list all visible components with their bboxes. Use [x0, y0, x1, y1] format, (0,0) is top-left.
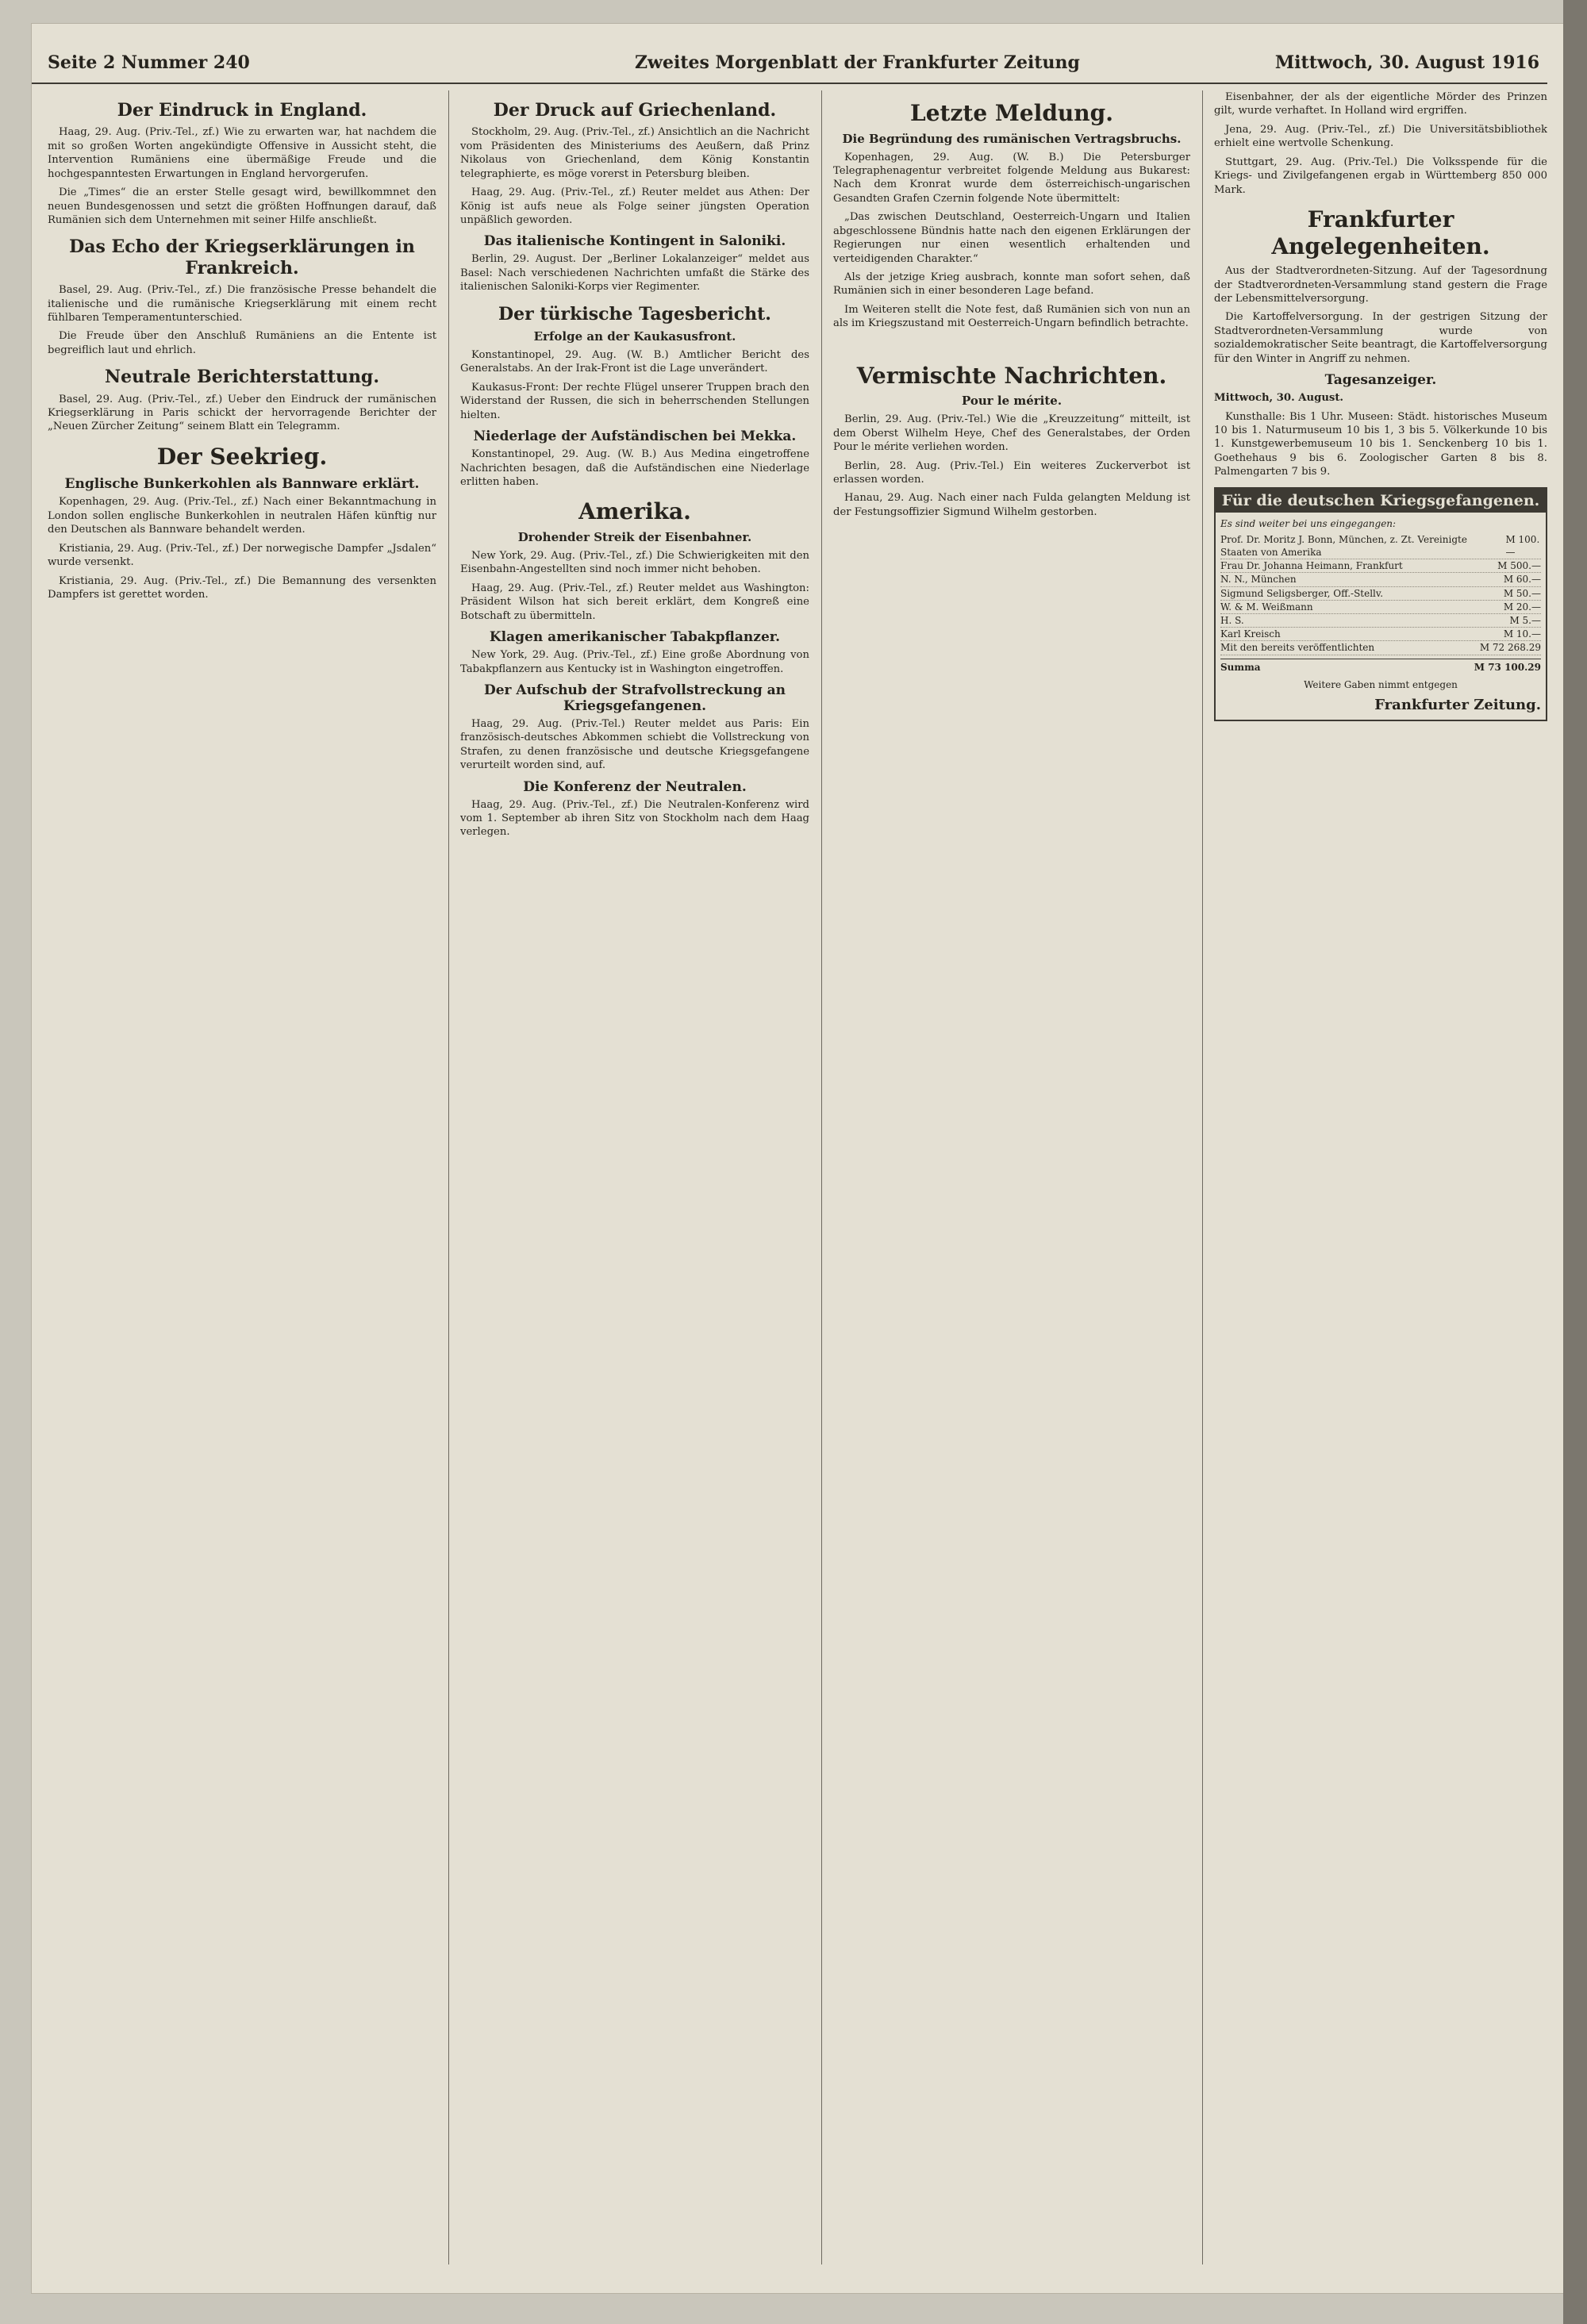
- tagesanzeiger-text: Kunsthalle: Bis 1 Uhr. Museen: Städt. historisches Museum 10 bis 1. Naturmuseum 10 bis 1, 3 bis 5. Völkerkunde 10 bis 1. Kunstgewerbemuseum 10 bis 1. Senckenberg 10 bis 1. Goethehaus 9 bis 6. Zoologischer Garten 8 bis 8. Palmengarten 7 bis 9.: [1214, 410, 1547, 478]
- issue-date: Mittwoch, 30. August 1916: [1274, 52, 1539, 73]
- article-text: Haag, 29. Aug. (Priv.-Tel.) Reuter meldet aus Paris: Ein französisch-deutsches Abkommen schiebt die Vollstreckung von Strafen, zu denen französische und deutsche Kriegsgefangene verurteilt worden sind, auf.: [460, 717, 809, 772]
- donation-amount: M 5.—: [1509, 614, 1541, 626]
- donation-amount: M 50.—: [1503, 587, 1541, 599]
- article-heading: Der Eindruck in England.: [117, 100, 367, 121]
- article-text: New York, 29. Aug. (Priv.-Tel., zf.) Die Schwierigkeiten mit den Eisenbahn-Angestellten sind noch immer nicht behoben.: [460, 549, 809, 576]
- article-text: Hanau, 29. Aug. Nach einer nach Fulda gelangten Meldung ist der Festungsoffizier Sigmund Wilhelm gestorben.: [833, 492, 1190, 518]
- donation-row: [1220, 573, 1541, 586]
- donation-sum-row: [1220, 659, 1541, 674]
- section-heading: Vermischte Nachrichten.: [856, 362, 1167, 389]
- section-heading: Letzte Meldung.: [910, 100, 1113, 126]
- article-heading: Das Echo der Kriegserklärungen in Frankreich.: [69, 236, 415, 278]
- donation-amount: M 500.—: [1497, 560, 1541, 572]
- article-heading: Der Druck auf Griechenland.: [493, 100, 777, 121]
- article-text: Haag, 29. Aug. (Priv.-Tel., zf.) Reuter meldet aus Athen: Der König ist aufs neue als Folge seiner jüngsten Operation unpäßlich geworden.: [460, 186, 809, 226]
- donation-name: H. S.: [1220, 614, 1244, 626]
- article-text: Stockholm, 29. Aug. (Priv.-Tel., zf.) Ansichtlich an die Nachricht vom Präsidenten des Ministeriums des Aeußern, daß Prinz Nikolaus von Griechenland, dem König Konstantin telegraphierte, es möge vorerst in Petersburg bleiben.: [460, 126, 809, 180]
- article-text: „Das zwischen Deutschland, Oesterreich-Ungarn und Italien abgeschlossene Bündnis hatte nach den eigenen Erklärungen der Regierungen nur einen wesentlich erhaltenden und verteidigenden Charakter.“: [833, 211, 1190, 265]
- section-heading: Der Seekrieg.: [156, 443, 328, 470]
- donation-amount: M 100.—: [1505, 533, 1540, 558]
- donation-row: [1220, 601, 1541, 614]
- scan-margin: [1563, 0, 1587, 2324]
- article-heading: Englische Bunkerkohlen als Bannware erklärt.: [64, 476, 420, 493]
- article-subheading: Drohender Streik der Eisenbahner.: [517, 529, 752, 544]
- donation-more: Weitere Gaben nimmt entgegen: [1304, 678, 1458, 690]
- article-text: Konstantinopel, 29. Aug. (W. B.) Aus Medina eingetroffene Nachrichten besagen, daß die Aufständischen eine Niederlage erlitten haben.: [460, 448, 809, 488]
- masthead: Zweites Morgenblatt der Frankfurter Zeitung: [635, 52, 1080, 73]
- donation-amount: M 20.—: [1503, 601, 1541, 613]
- column-4: [1214, 90, 1547, 2264]
- article-text: Die Freude über den Anschluß Rumäniens an die Entente ist begreiflich laut und ehrlich.: [48, 330, 436, 356]
- article-text: Haag, 29. Aug. (Priv.-Tel., zf.) Reuter meldet aus Washington: Präsident Wilson hat sich bereit erklärt, dem Kongreß eine Botschaft zu übermitteln.: [460, 582, 809, 622]
- article-text: Kristiania, 29. Aug. (Priv.-Tel., zf.) Der norwegische Dampfer „Jsdalen“ wurde versenkt.: [48, 542, 436, 569]
- donation-list: [1220, 517, 1541, 716]
- article-heading: Das italienische Kontingent in Saloniki.: [483, 233, 786, 250]
- donation-amount: M 10.—: [1503, 628, 1541, 640]
- article-heading: Der türkische Tagesbericht.: [498, 303, 771, 325]
- tagesanzeiger-title: Tagesanzeiger.: [1324, 372, 1437, 389]
- donation-intro: Es sind weiter bei uns eingegangen:: [1220, 517, 1397, 529]
- article-text: Konstantinopel, 29. Aug. (W. B.) Amtlicher Bericht des Generalstabs. An der Irak-Front ist die Lage unverändert.: [460, 349, 809, 375]
- article-text: Haag, 29. Aug. (Priv.-Tel., zf.) Wie zu erwarten war, hat nachdem die mit so großen Worten angekündigte Offensive in Aussicht steht, die Intervention Rumäniens eine übermäßige Freude und die hochgespanntesten Erwartungen in England hervorgerufen.: [48, 126, 436, 180]
- article-subheading: Erfolge an der Kaukasusfront.: [533, 329, 736, 344]
- donation-row: [1220, 587, 1541, 601]
- article-text: Kopenhagen, 29. Aug. (W. B.) Die Petersburger Telegraphenagentur verbreitet folgende Meldung aus Bukarest: Nach dem Kronrat wurde dem österreichisch-ungarischen Gesandten Grafen Czernin folgende Note übermittelt:: [833, 151, 1190, 205]
- donation-prev-label: Mit den bereits veröffentlichten: [1220, 642, 1375, 654]
- column-rule: [448, 90, 449, 2264]
- article-heading: Neutrale Berichterstattung.: [105, 367, 379, 388]
- donation-sum-amount: M 73 100.29: [1474, 661, 1541, 673]
- page-number: Seite 2 Nummer 240: [48, 52, 250, 73]
- donation-name: Prof. Dr. Moritz J. Bonn, München, z. Zt. Vereinigte Staaten von Amerika: [1220, 533, 1467, 558]
- donation-row: [1220, 628, 1541, 641]
- article-heading: Niederlage der Aufständischen bei Mekka.: [473, 428, 797, 445]
- donation-name: Frau Dr. Johanna Heimann, Frankfurt: [1220, 560, 1403, 572]
- article-heading: Der Aufschub der Strafvollstreckung an Kriegsgefangenen.: [483, 682, 786, 714]
- article-text: Basel, 29. Aug. (Priv.-Tel., zf.) Die französische Presse behandelt die italienische und die rumänische Kriegserklärung mit einem recht fühlbaren Temperamentunterschied.: [48, 284, 436, 324]
- article-text: Kopenhagen, 29. Aug. (Priv.-Tel., zf.) Nach einer Bekanntmachung in London sollen englische Bunkerkohlen in neutralen Häfen künftig nur den Deutschen als Bannware behandelt werden.: [48, 496, 436, 536]
- donation-name: Sigmund Seligsberger, Off.-Stellv.: [1220, 587, 1384, 599]
- article-text: Kaukasus-Front: Der rechte Flügel unserer Truppen brach den Widerstand der Russen, die sich in beherrschenden Stellungen hielten.: [460, 381, 809, 421]
- donation-prev-row: [1220, 641, 1541, 655]
- article-text: Berlin, 29. August. Der „Berliner Lokalanzeiger“ meldet aus Basel: Nach verschiedenen Nachrichten umfaßt die Stärke des italienischen Saloniki-Korps vier Regimenter.: [460, 253, 809, 294]
- article-subheading: Pour le mérite.: [961, 394, 1062, 409]
- article-text: Stuttgart, 29. Aug. (Priv.-Tel.) Die Volksspende für die Kriegs- und Zivilgefangenen ergab in Württemberg 850 000 Mark.: [1214, 156, 1547, 196]
- donation-name: W. & M. Weißmann: [1220, 601, 1313, 613]
- donation-name: Karl Kreisch: [1220, 628, 1281, 640]
- article-text: Aus der Stadtverordneten-Sitzung. Auf der Tagesordnung der Stadtverordneten-Versammlung stand gestern die Frage der Lebensmittelversorgung.: [1214, 265, 1547, 305]
- article-heading: Die Konferenz der Neutralen.: [523, 778, 747, 795]
- donation-amount: M 60.—: [1503, 574, 1541, 586]
- column-1: [48, 90, 436, 2264]
- donation-row: [1220, 533, 1541, 559]
- tagesanzeiger-date: Mittwoch, 30. August.: [1214, 392, 1344, 405]
- donation-box: [1214, 487, 1547, 722]
- donation-title: Für die deutschen Kriegsgefangenen.: [1216, 489, 1546, 513]
- article-text: Die Kartoffelversorgung. In der gestrigen Sitzung der Stadtverordneten-Versammlung wurde von sozialdemokratischer Seite beantragt, die Kartoffelversorgung für den Winter in Angriff zu nehmen.: [1214, 311, 1547, 365]
- article-text: Basel, 29. Aug. (Priv.-Tel., zf.) Ueber den Eindruck der rumänischen Kriegserklärung in Paris schickt der hervorragende Berichter der „Neuen Zürcher Zeitung“ seinem Blatt ein Telegramm.: [48, 393, 436, 433]
- article-text: Als der jetzige Krieg ausbrach, konnte man sofort sehen, daß Rumänien sich in einer besonderen Lage befand.: [833, 271, 1190, 298]
- column-2: [460, 90, 809, 2264]
- donation-row: [1220, 614, 1541, 628]
- column-3: [833, 90, 1190, 2264]
- article-text: Kristiania, 29. Aug. (Priv.-Tel., zf.) Die Bemannung des versenkten Dampfers ist gerettet worden.: [48, 574, 436, 601]
- article-text: New York, 29. Aug. (Priv.-Tel., zf.) Eine große Abordnung von Tabakpflanzern aus Kentucky ist in Washington eingetroffen.: [460, 649, 809, 675]
- article-text: Im Weiteren stellt die Note fest, daß Rumänien sich von nun an als im Kriegszustand mit Oesterreich-Ungarn befindlich betrachte.: [833, 303, 1190, 330]
- article-text: Eisenbahner, der als der eigentliche Mörder des Prinzen gilt, wurde verhaftet. In Holland wird ergriffen.: [1214, 91, 1547, 117]
- donation-name: N. N., München: [1220, 574, 1297, 586]
- column-rule: [821, 90, 822, 2264]
- donation-signature: Frankfurter Zeitung.: [1374, 696, 1541, 713]
- donation-prev-amount: M 72 268.29: [1479, 642, 1541, 654]
- page-header: [32, 48, 1547, 84]
- donation-sum-label: Summa: [1220, 661, 1261, 673]
- donation-row: [1220, 559, 1541, 573]
- article-text: Berlin, 28. Aug. (Priv.-Tel.) Ein weiteres Zuckerverbot ist erlassen worden.: [833, 459, 1190, 486]
- article-text: Haag, 29. Aug. (Priv.-Tel., zf.) Die Neutralen-Konferenz wird vom 1. September ab ihren Sitz von Stockholm nach dem Haag verlegen.: [460, 798, 809, 839]
- article-subheading: Die Begründung des rumänischen Vertragsbruchs.: [842, 131, 1182, 146]
- article-heading: Klagen amerikanischer Tabakpflanzer.: [489, 629, 781, 646]
- column-rule: [1202, 90, 1203, 2264]
- article-text: Jena, 29. Aug. (Priv.-Tel., zf.) Die Universitätsbibliothek erhielt eine wertvolle Schenkung.: [1214, 123, 1547, 150]
- section-heading: Frankfurter Angelegenheiten.: [1271, 206, 1490, 259]
- section-heading: Amerika.: [578, 498, 691, 525]
- article-text: Die „Times“ die an erster Stelle gesagt wird, bewillkommnet den neuen Bundesgenossen und setzt die größten Hoffnungen darauf, daß Rumänien sich dem Unternehmen mit seiner Hilfe anschließt.: [48, 186, 436, 226]
- article-text: Berlin, 29. Aug. (Priv.-Tel.) Wie die „Kreuzzeitung“ mitteilt, ist dem Oberst Wilhelm Heye, Chef des Generalstabes, der Orden Pour le mérite verliehen worden.: [833, 413, 1190, 454]
